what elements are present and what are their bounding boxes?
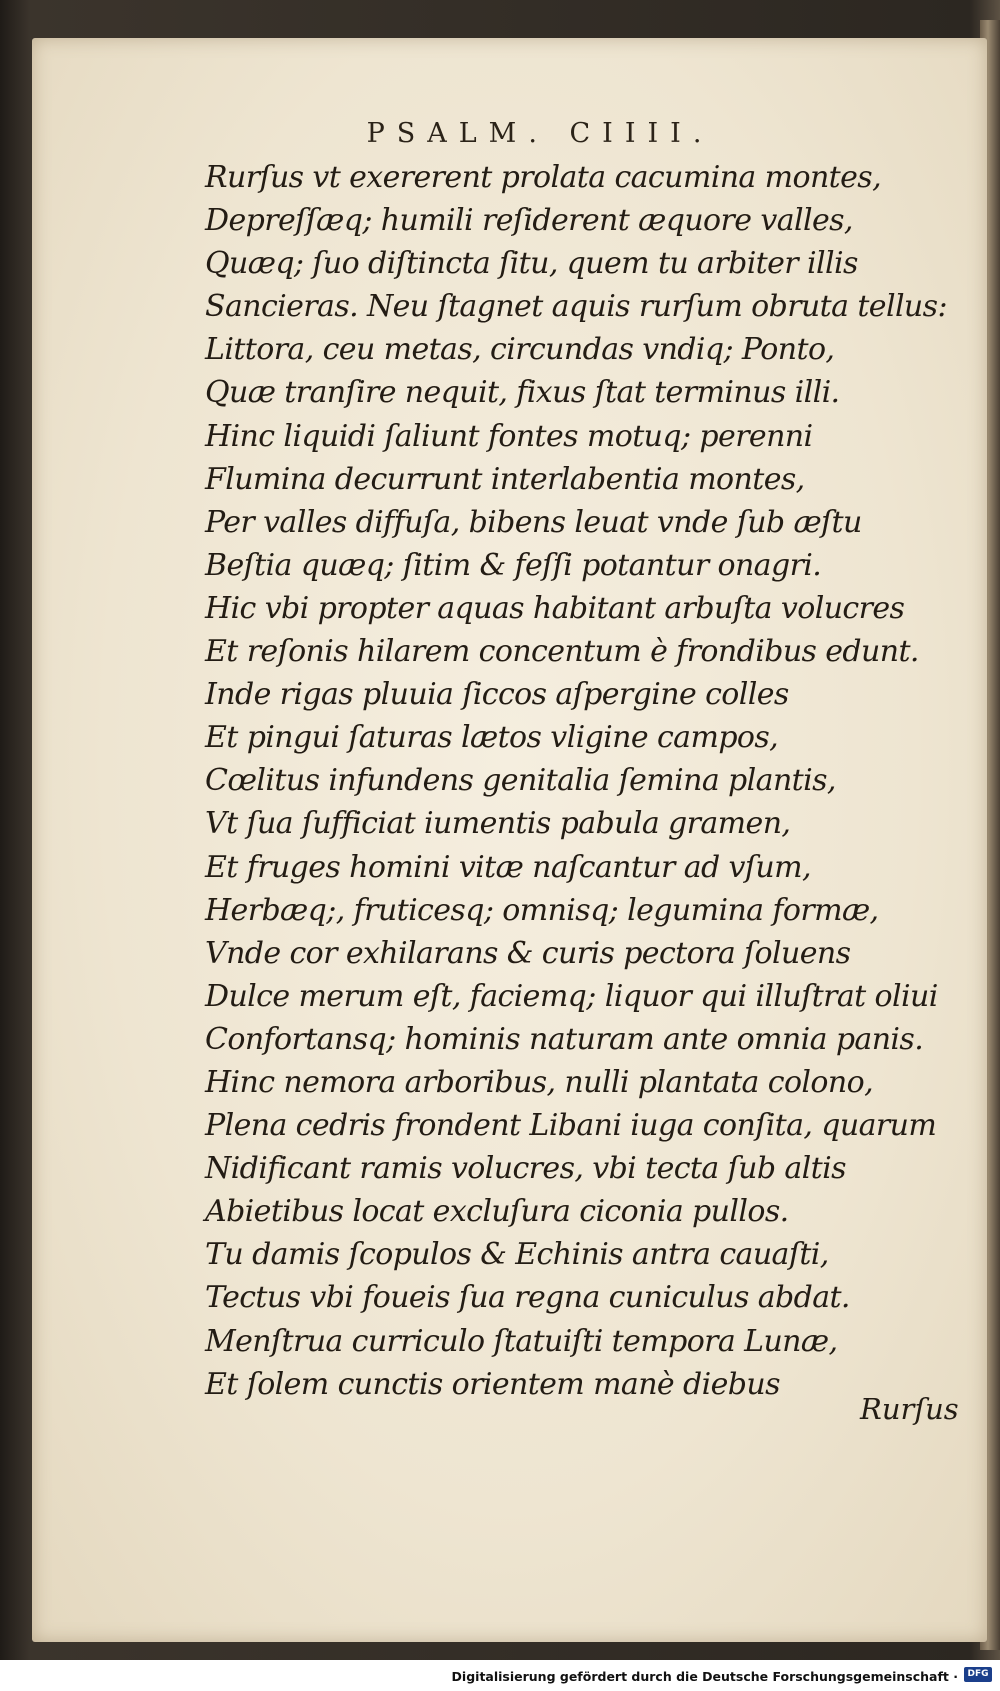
verse-line: Flumina decurrunt interlabentia montes, [205,461,805,497]
verse-line: Confortansq; hominis naturam ante omnia panis. [205,1021,924,1057]
verse-line: Sancieras. Neu ſtagnet aquis rurſum obruta tellus: [205,289,947,325]
verse-line: Quæq; ſuo diſtincta ſitu, quem tu arbiter illis [205,246,858,282]
verse-line: Dulce merum eſt, faciemq; liquor qui illuſtrat oliui [205,978,938,1014]
verse-line: Et fruges homini vitæ naſcantur ad vſum, [205,849,811,885]
verse-line: Per valles diffuſa, bibens leuat vnde ſub æſtu [205,504,862,540]
verse-line: Cœlitus infundens genitalia ſemina plantis, [205,763,836,799]
verse-line: Et reſonis hilarem concentum è frondibus edunt. [205,634,919,670]
verse-line: Vt ſua ſufficiat iumentis pabula gramen, [205,806,791,842]
verse-line: Hic vbi propter aquas habitant arbuſta volucres [205,590,905,626]
verse-line: Littora, ceu metas, circundas vndiq; Ponto, [205,332,835,368]
verse-line: Hinc nemora arboribus, nulli plantata colono, [205,1064,874,1100]
verse-line: Tectus vbi foueis ſua regna cuniculus abdat. [205,1280,850,1316]
verse-line: Beſtia quæq; ſitim & feſſi potantur onagri. [205,547,822,583]
verse-line: Rurſus vt exererent prolata cacumina montes, [205,160,882,195]
verse-line: Plena cedris frondent Libani iuga conſita, quarum [205,1108,937,1144]
verse-line: Abietibus locat excluſura ciconia pullos. [205,1194,789,1230]
verse-line: Inde rigas pluuia ſiccos aſpergine colles [205,677,789,713]
running-title: PSALM. CIIII. [366,118,714,149]
verse-list [205,156,965,1406]
verse-line: Nidificant ramis volucres, vbi tecta ſub altis [205,1151,846,1187]
verse-line: Et pingui ſaturas lætos vligine campos, [205,720,779,756]
verse-line: Menſtrua curriculo ſtatuiſti tempora Lunæ, [205,1323,838,1359]
catchword: Rurſus [860,1392,959,1426]
verse-line: Vnde cor exhilarans & curis pectora ſoluens [205,935,851,971]
dfg-logo-icon: DFG [964,1667,992,1682]
verse-line: Quæ tranſire nequit, fixus ſtat terminus illi. [205,375,840,411]
verse-line: Hinc liquidi ſaliunt fontes motuq; perenni [205,418,813,454]
verse-line: Tu damis ſcopulos & Echinis antra cauaſti, [205,1237,829,1273]
digitization-credit: Digitalisierung gefördert durch die Deutsche Forschungsgemeinschaft · [451,1669,958,1684]
verse-line: Herbæq;, fruticesq; omnisq; legumina formæ, [205,892,879,928]
verse-line: Et ſolem cunctis orientem manè diebus [205,1366,780,1402]
verse-line: Depreſſæq; humili reſiderent æquore valles, [205,203,853,239]
